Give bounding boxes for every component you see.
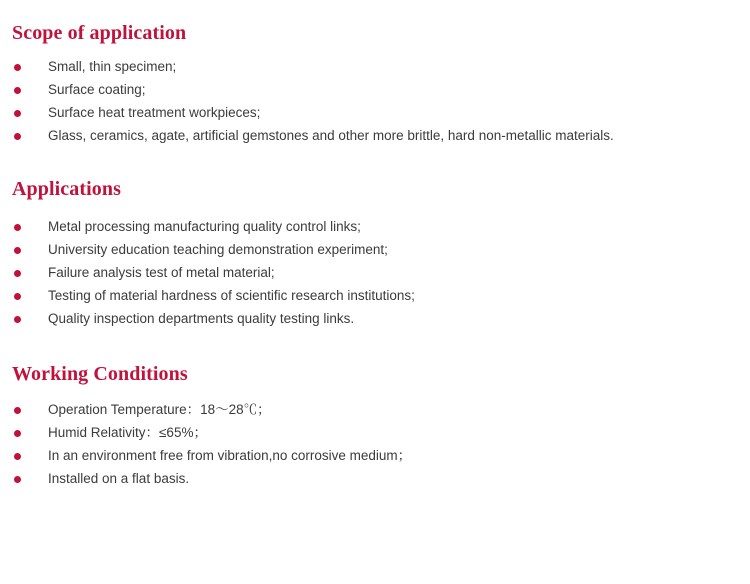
bullet-dot-icon: [14, 87, 21, 94]
list-item: [12, 128, 740, 144]
list-item-text: Installed on a flat basis.: [48, 471, 190, 486]
list-item-text: Testing of material hardness of scientific research institutions;: [48, 288, 415, 303]
list-item: [12, 402, 740, 418]
list-item: [12, 448, 740, 464]
bullet-dot-icon: [14, 293, 21, 300]
list-item-text: Surface coating;: [48, 82, 146, 97]
bullet-list-scope: [12, 59, 740, 144]
bullet-dot-icon: [14, 224, 21, 231]
bullet-list-working-conditions: [12, 402, 740, 487]
section-scope-of-application: [12, 22, 740, 144]
bullet-dot-icon: [14, 64, 21, 71]
bullet-dot-icon: [14, 247, 21, 254]
list-item-text: Humid Relativity：≤65%；: [48, 425, 207, 440]
bullet-dot-icon: [14, 133, 21, 140]
bullet-dot-icon: [14, 270, 21, 277]
list-item-text: Failure analysis test of metal material;: [48, 265, 275, 280]
list-item: [12, 82, 740, 98]
list-item: [12, 265, 740, 281]
list-item-text: In an environment free from vibration,no corrosive medium；: [48, 448, 412, 463]
list-item: [12, 242, 740, 258]
section-title-working-conditions: Working Conditions: [12, 363, 188, 385]
section-title-scope: Scope of application: [12, 22, 187, 44]
list-item-text: Operation Temperature：18～28℃；: [48, 402, 271, 417]
list-item: [12, 471, 740, 487]
bullet-dot-icon: [14, 453, 21, 460]
list-item: [12, 59, 740, 75]
list-item: [12, 288, 740, 304]
list-item-text: Metal processing manufacturing quality control links;: [48, 219, 361, 234]
list-item-text: Quality inspection departments quality testing links.: [48, 311, 355, 326]
bullet-dot-icon: [14, 407, 21, 414]
list-item: [12, 311, 740, 327]
list-item-text: Small, thin specimen;: [48, 59, 177, 74]
list-item: [12, 425, 740, 441]
bullet-dot-icon: [14, 476, 21, 483]
list-item-text: Surface heat treatment workpieces;: [48, 105, 261, 120]
list-item: [12, 219, 740, 235]
bullet-dot-icon: [14, 430, 21, 437]
list-item-text: Glass, ceramics, agate, artificial gemstones and other more brittle, hard non-metallic materials.: [48, 128, 614, 143]
section-working-conditions: [12, 363, 740, 487]
bullet-dot-icon: [14, 110, 21, 117]
section-title-applications: Applications: [12, 178, 122, 200]
bullet-dot-icon: [14, 316, 21, 323]
section-applications: [12, 178, 740, 327]
list-item-text: University education teaching demonstration experiment;: [48, 242, 388, 257]
bullet-list-applications: [12, 219, 740, 327]
list-item: [12, 105, 740, 121]
